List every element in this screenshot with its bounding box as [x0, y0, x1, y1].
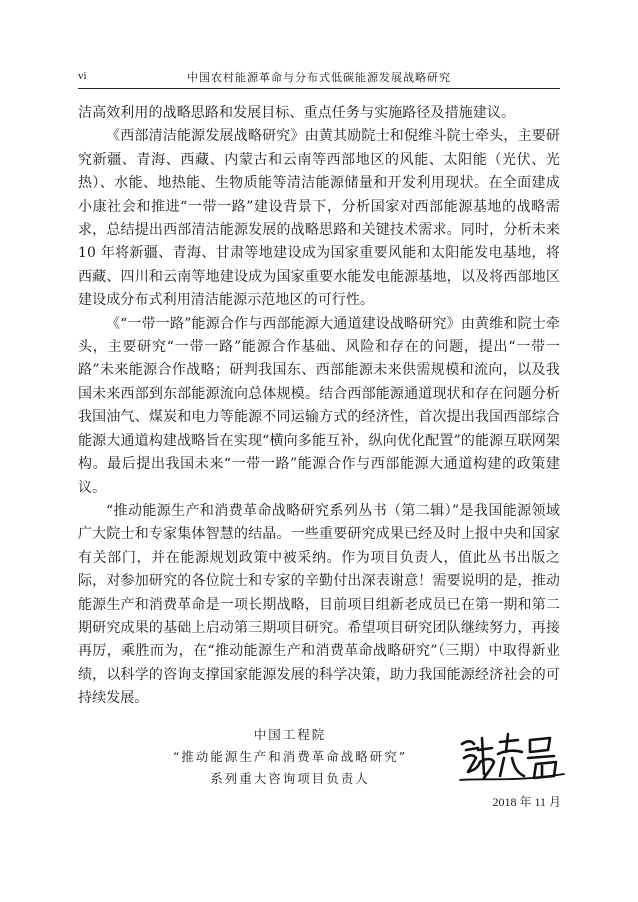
handwritten-signature-image — [456, 728, 568, 788]
paragraph-series-conclusion: “推动能源生产和消费革命战略研究系列丛书（第二辑）”是我国能源领域广大院士和专家集体智慧的结晶。一些重要研究成果已经及时上报中央和国家有关部门，并在能源规划政策中被采纳。作为项目负责人，值此丛书出版之际，对参加研究的各位院士和专家的辛勤付出深表谢意！需要说明的是，推动能源生产和消费革命是一项长期战略，目前项目组新老成员已在第一期和第二期研究成果的基础上启动第三期项目研究。希望项目研究团队继续努力，再接再厉，乘胜而为，在“推动能源生产和消费革命战略研究”（三期）中取得新业绩，以科学的咨询支撑国家能源发展的科学决策，助力我国能源经济社会的可持续发展。 — [78, 502, 560, 707]
paragraph-continuation: 洁高效利用的战略思路和发展目标、重点任务与实施路径及措施建议。 — [78, 105, 516, 121]
project-name: “推动能源生产和消费革命战略研究” — [172, 749, 408, 764]
running-header — [78, 68, 560, 89]
paragraph-western-clean-energy: 《西部清洁能源发展战略研究》由黄其励院士和倪维斗院士牵头，主要研究新疆、青海、西藏、内蒙古和云南等西部地区的风能、太阳能（光伏、光热）、水能、地热能、生物质能等清洁能源储量和开发利用现状。在全面建成小康社会和推进“一带一路”建设背景下，分析国家对西部能源基地的战略需求，总结提出西部清洁能源发展的战略思路和关键技术需求。同时，分析未来 10 年将新疆、青海、甘肃等地建设成为国家重要风能和太阳能发电基地，将西藏、四川和云南等地建设成为国家重要水能发电能源基地，以及将西部地区建设成分布式利用清洁能源示范地区的可行性。 — [78, 128, 560, 309]
signature-block — [150, 724, 430, 790]
date: 2018 年 11 月 — [492, 795, 561, 809]
institution-name: 中国工程院 — [253, 727, 327, 742]
paragraph-belt-and-road: 《“一带一路”能源合作与西部能源大通道建设战略研究》由黄维和院士牵头，主要研究“一带一路”能源合作基础、风险和存在的问题，提出“一带一路”未来能源合作战略；研判我国东、西部能源未来供需规模和流向，以及我国未来西部到东部能源流向总体规模。结合西部能源通道现状和存在问题分析我国油气、煤炭和电力等能源不同运输方式的经济性，首次提出我国西部综合能源大通道构建战略旨在实现“横向多能互补，纵向优化配置”的能源互联网架构。最后提出我国未来“一带一路”能源合作与西部能源大通道构建的政策建议。 — [78, 315, 560, 496]
running-title: 中国农村能源革命与分布式低碳能源发展战略研究 — [187, 71, 451, 84]
role-title: 系列重大咨询项目负责人 — [210, 771, 370, 786]
page-number: vi — [78, 70, 87, 82]
body-text — [78, 102, 560, 711]
